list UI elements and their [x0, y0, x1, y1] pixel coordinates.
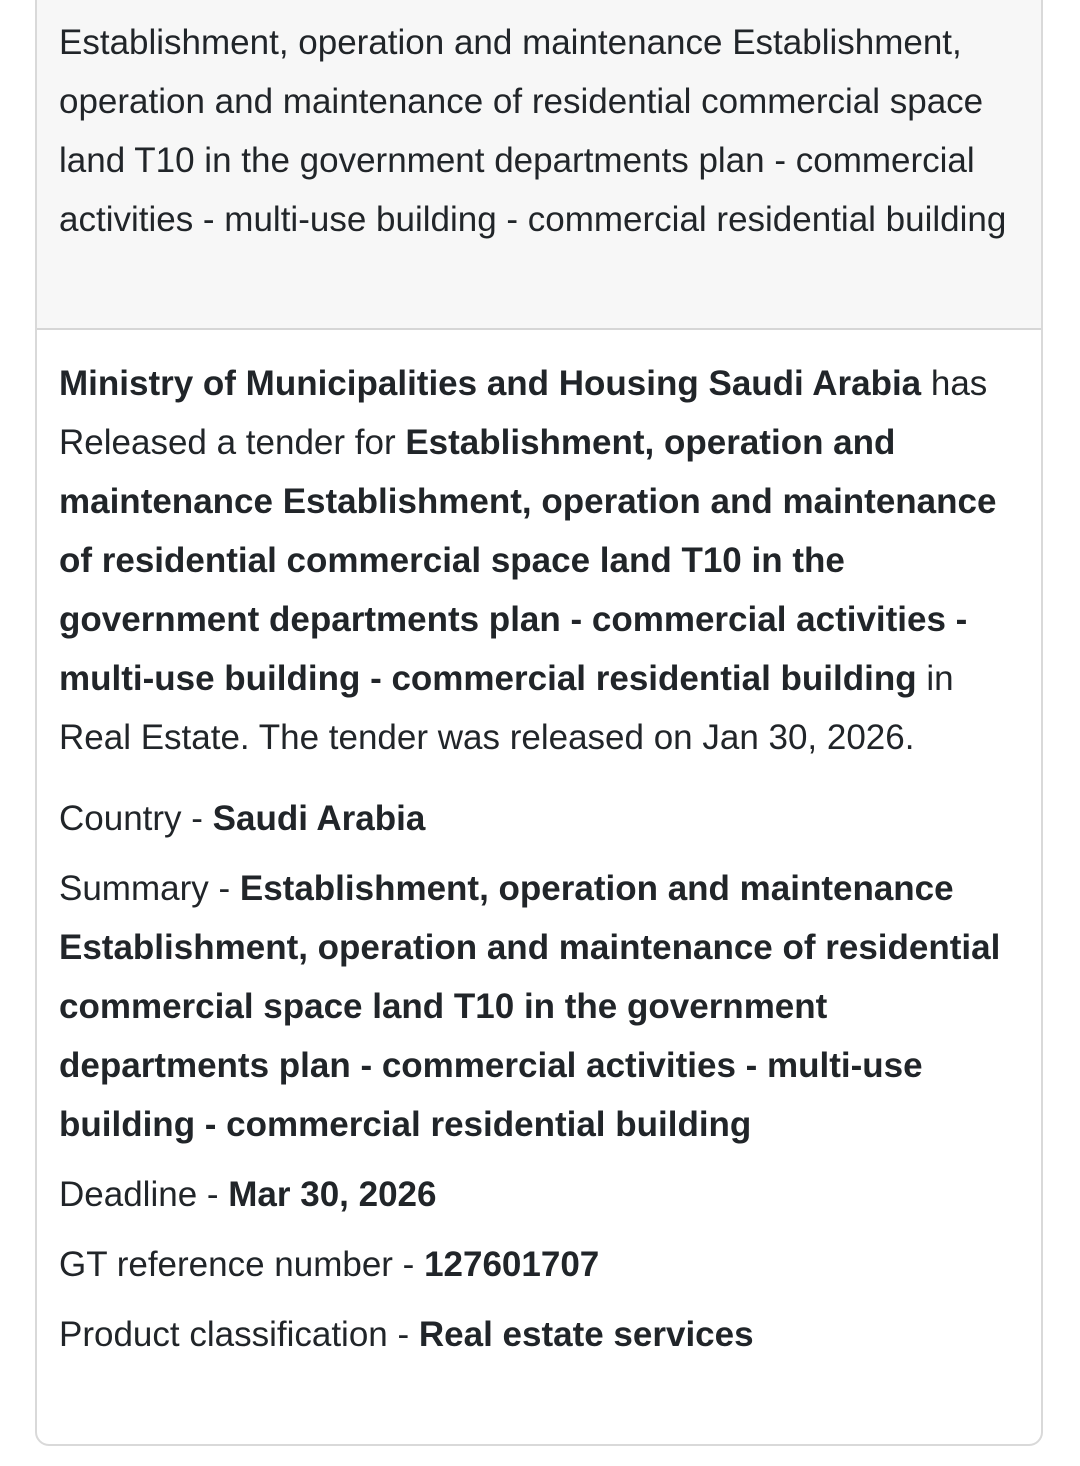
- field-label: Product classification -: [59, 1315, 419, 1354]
- field-label: Summary -: [59, 869, 240, 908]
- description-text-end: in Real Estate. The tender was released on Jan 30, 2026.: [59, 659, 954, 757]
- field-product-classification: [59, 1305, 1019, 1364]
- tender-card: [35, 0, 1043, 1446]
- field-label: GT reference number -: [59, 1245, 425, 1284]
- organization-name: Ministry of Municipalities and Housing Saudi Arabia: [59, 364, 922, 403]
- tender-title: Establishment, operation and maintenance Establishment, operation and maintenance of residential commercial space land T10 in the government departments plan - commercial activities - multi-use building - commercial residential building: [59, 23, 1007, 239]
- field-value: 127601707: [424, 1245, 600, 1284]
- field-deadline: [59, 1165, 1019, 1224]
- tender-card-body: [37, 330, 1041, 1364]
- description-text: has Released a tender for: [59, 364, 988, 462]
- field-value: Establishment, operation and maintenance Establishment, operation and maintenance of residential commercial space land T10 in the government departments plan - commercial activities - multi-use building - commercial residential building: [59, 869, 1001, 1144]
- field-value: Saudi Arabia: [212, 799, 426, 838]
- field-value: Mar 30, 2026: [228, 1175, 437, 1214]
- field-summary: [59, 859, 1019, 1154]
- field-reference-number: [59, 1235, 1019, 1294]
- tender-title-bold: Establishment, operation and maintenance Establishment, operation and maintenance of residential commercial space land T10 in the government departments plan - commercial activities - multi-use building - commercial residential building: [59, 423, 997, 698]
- field-label: Country -: [59, 799, 213, 838]
- tender-card-header: [37, 0, 1041, 330]
- tender-description: [59, 354, 1019, 767]
- field-label: Deadline -: [59, 1175, 229, 1214]
- field-country: [59, 789, 1019, 848]
- field-value: Real estate services: [418, 1315, 754, 1354]
